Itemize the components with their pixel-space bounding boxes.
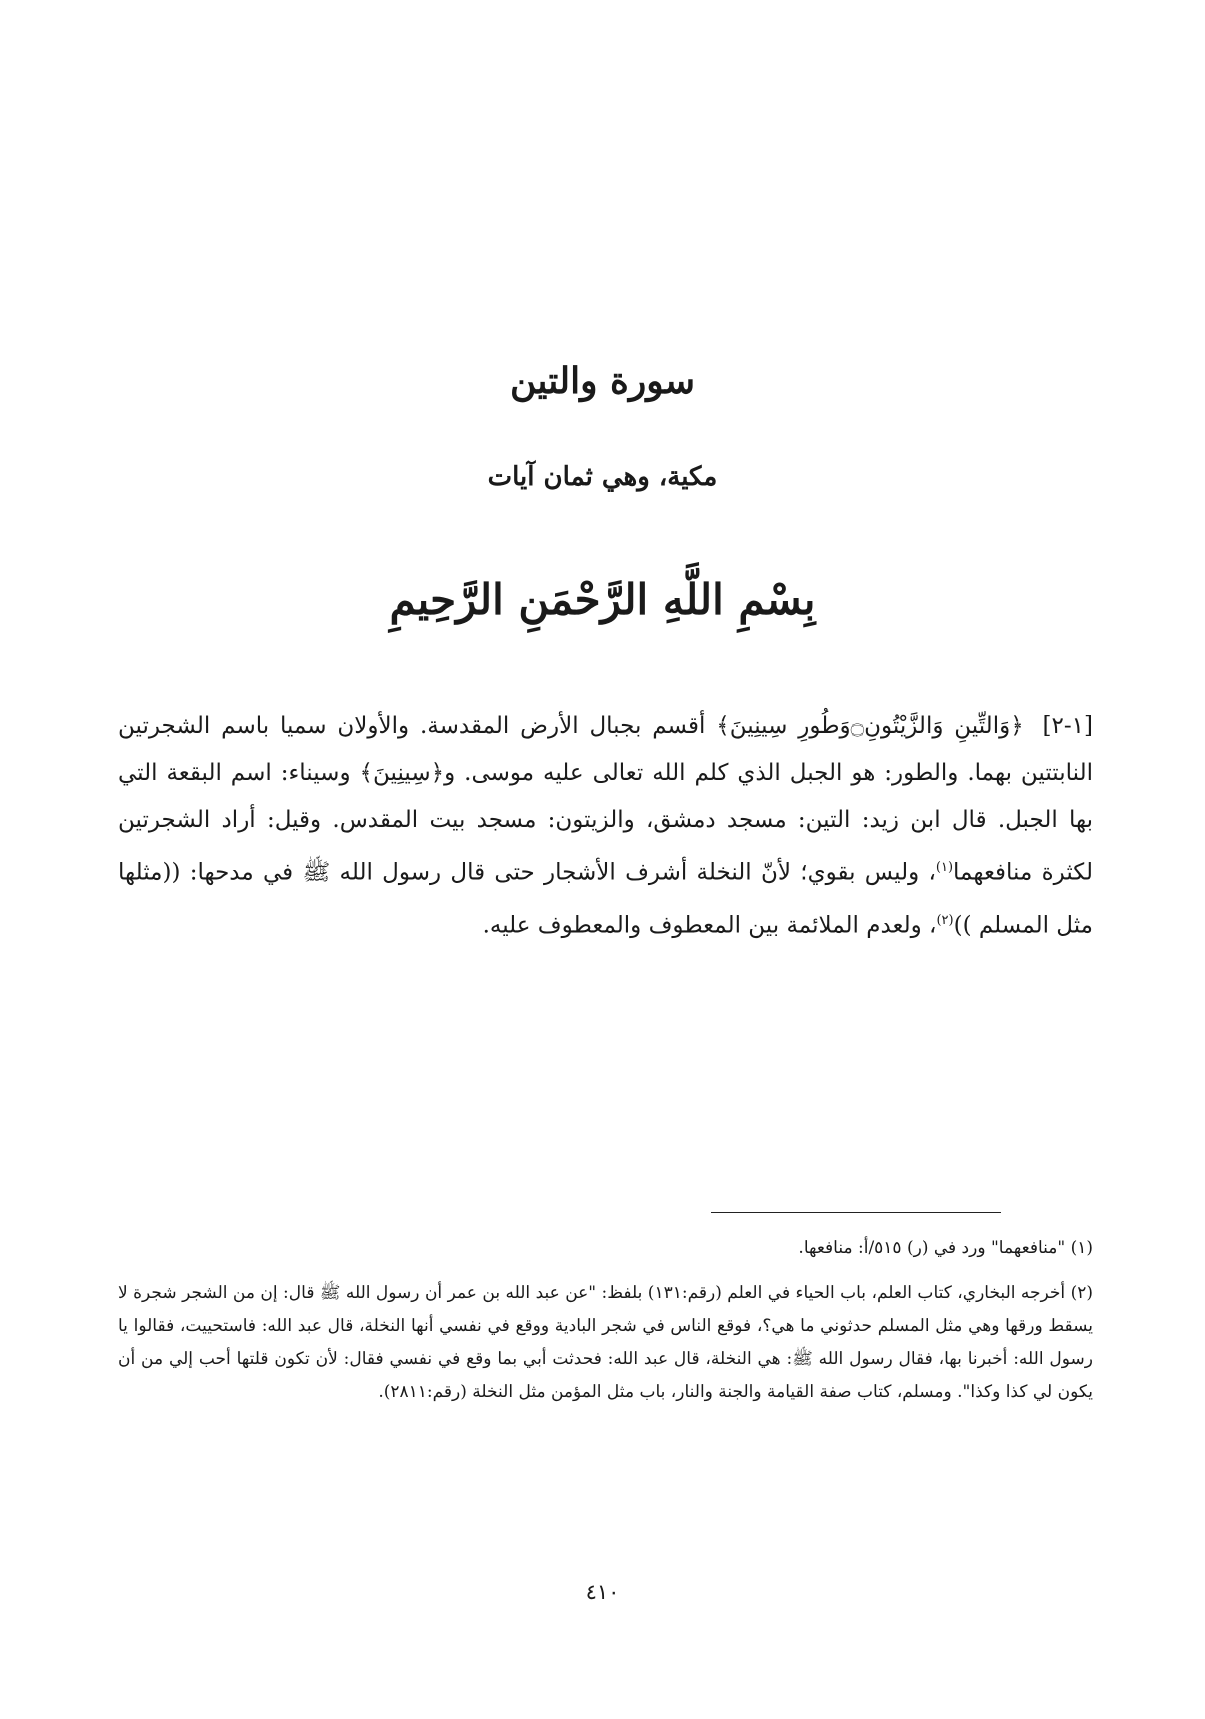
commentary-paragraph [118,703,1093,949]
basmala: بِسْمِ اللَّهِ الرَّحْمَنِ الرَّحِيمِ [389,575,816,624]
paragraph-text-part3: ، ولعدم الملائمة بين المعطوف والمعطوف عليه. [482,912,937,939]
footnote-marker-1: (١) [935,860,954,875]
footnote-2: (٢) أخرجه البخاري، كتاب العلم، باب الحياء في العلم (رقم:١٣١) بلفظ: "عن عبد الله بن عمر أن رسول الله ﷺ قال: إن من الشجر شجرة لا يسقط ورقها وهي مثل المسلم حدثوني ما هي؟، فوقع الناس في شجر البادية ووقع في نفسي أنها النخلة، قال عبد الله: فاستحييت، فقالوا يا رسول الله: أخبرنا بها، فقال رسول الله ﷺ: هي النخلة، قال عبد الله: فحدثت أبي بما وقع في نفسي فقال: لأن تكون قلتها أحب إلي من أن يكون لي كذا وكذا". ومسلم، كتاب صفة القيامة والجنة والنار، باب مثل المؤمن مثل النخلة (رقم:٢٨١١). [118,1283,1094,1402]
footnote-1: (١) "منافعهما" ورد في (ر) ٥١٥/أ: منافعها. [798,1238,1093,1258]
surah-subtitle: مكية، وهي ثمان آيات [487,462,718,492]
footnotes-section [118,1232,1093,1421]
footnote-divider [711,1212,1001,1213]
surah-title: سورة والتين [509,360,696,402]
paragraph-text-part1: ﴿وَالتِّينِ وَالزَّيْتُونِ۝وَطُورِ سِينِينَ﴾ أقسم بجبال الأرض المقدسة. والأولان سميا باسم الشجرتين النابتتين بهما. والطور: هو الجبل الذي كلم الله تعالى عليه موسى. و﴿سِينِينَ﴾ وسيناء: اسم البقعة التي بها الجبل. قال ابن زيد: التين: مسجد دمشق، والزيتون: مسجد بيت المقدس. وقيل: أراد الشجرتين لكثرة منافعهما [118,713,1093,886]
verse-reference: [١-٢] [1042,713,1094,739]
page-number: ٤١٠ [585,1580,620,1604]
footnote-marker-2: (٢) [936,912,954,928]
paragraph-text-part2: ، وليس بقوي؛ لأنّ النخلة أشرف الأشجار حتى قال رسول الله ﷺ في مدحها: ((مثلها مثل المسلم )) [118,859,1093,939]
